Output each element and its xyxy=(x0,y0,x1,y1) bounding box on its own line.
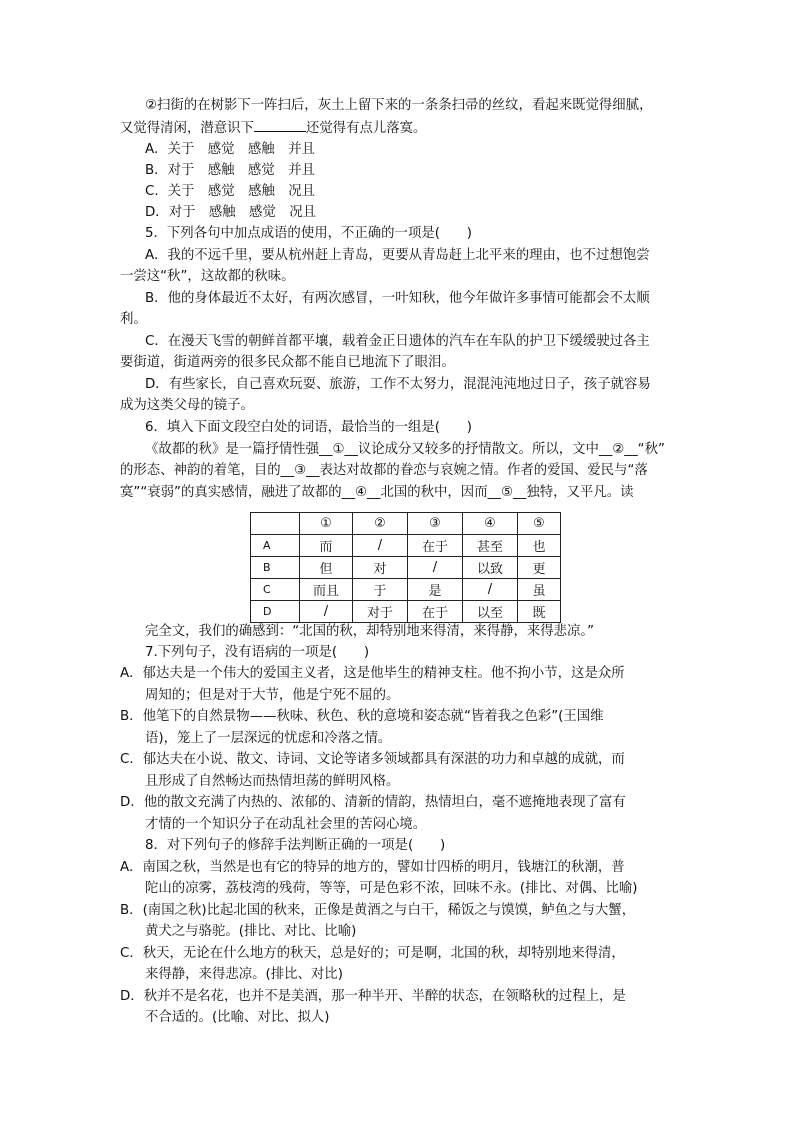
table-cell: 而 xyxy=(300,535,353,557)
option-c: C．关于 感觉 感触 况且 xyxy=(145,184,316,199)
table-cell: 甚至 xyxy=(463,535,518,557)
table-cell: 以致 xyxy=(463,557,518,579)
table-row xyxy=(251,557,561,579)
text-line: 7.下列句子，没有语病的一项是( ) xyxy=(145,645,370,660)
question-6: 6．填入下面文段空白处的词语，最恰当的一组是( ) xyxy=(145,420,472,435)
table-cell: ① xyxy=(300,513,353,535)
table-cell: ⑤ xyxy=(518,513,561,535)
table-row xyxy=(251,535,561,557)
text-line: 8．对下列句子的修辞手法判断正确的一项是( ) xyxy=(145,838,446,853)
blank-underline xyxy=(254,120,306,132)
text-line: D．秋并不是名花，也并不是美酒，那一种半开、半醉的状态，在领略秋的过程上，是 xyxy=(120,989,626,1004)
table-cell: 但 xyxy=(300,557,353,579)
table-cell: / xyxy=(463,579,518,601)
table-cell: A xyxy=(251,535,300,557)
text-line: C．在漫天飞雪的朝鲜首都平壤，载着金正日遗体的汽车在车队的护卫下缓缓驶过各主 xyxy=(145,334,650,349)
option-b: B．对于 感触 感觉 并且 xyxy=(145,163,315,178)
table-row xyxy=(251,579,561,601)
table-cell: 是 xyxy=(408,579,463,601)
question-7: 完全文，我们的确感到：“北国的秋，却特别地来得清，来得静，来得悲凉。” xyxy=(145,624,595,639)
table-cell xyxy=(251,513,300,535)
table-cell: ③ xyxy=(408,513,463,535)
table-cell: 虽 xyxy=(518,579,561,601)
text-line: 周知的；但是对于大节，他是宁死不屈的。 xyxy=(145,688,400,703)
table-cell: ④ xyxy=(463,513,518,535)
text-line: C．秋天，无论在什么地方的秋天，总是好的；可是啊，北国的秋，却特别地来得清， xyxy=(120,946,625,961)
table-cell: 以至 xyxy=(463,601,518,623)
text-segment: 又觉得清闲，潜意识下 xyxy=(120,121,254,136)
table-cell: 于 xyxy=(353,579,408,601)
text-line: B．他笔下的自然景物——秋味、秋色、秋的意境和姿态就“皆着我之色彩”(王国维 xyxy=(120,709,604,724)
table-cell: 在于 xyxy=(408,535,463,557)
table-cell: / xyxy=(300,601,353,623)
option-d: D．对于 感触 感觉 况且 xyxy=(145,205,316,220)
text-line xyxy=(120,120,426,137)
text-line: 的形态、神韵的着笔，目的__③__表达对故都的眷恋与哀婉之情。作者的爱国、爱民与“落 xyxy=(120,463,648,478)
text-line: A．郁达夫是一个伟大的爱国主义者，这是他毕生的精神支柱。他不拘小节，这是众所 xyxy=(120,666,625,681)
text-line: C．郁达夫在小说、散文、诗词、文论等诸多领域都具有深湛的功力和卓越的成就，而 xyxy=(120,752,625,767)
table-cell: C xyxy=(251,579,300,601)
question-5: 5．下列各句中加点成语的使用，不正确的一项是( ) xyxy=(145,226,472,241)
text-segment: 还觉得有点儿落寞。 xyxy=(305,121,427,136)
table-cell: / xyxy=(408,557,463,579)
table-cell: 既 xyxy=(518,601,561,623)
text-line: 一尝这“秋”，这故都的秋味。 xyxy=(120,269,295,284)
table-cell: / xyxy=(353,535,408,557)
table-cell: 而且 xyxy=(300,579,353,601)
text-line: A．南国之秋，当然是也有它的特异的地方的，譬如廿四桥的明月，钱塘江的秋潮，普 xyxy=(120,860,625,875)
text-line: 且形成了自然畅达而热情坦荡的鲜明风格。 xyxy=(145,774,400,789)
table-header-row xyxy=(251,513,561,535)
text-line: B．(南国之秋)比起北国的秋来，正像是黄酒之与白干，稀饭之与馍馍，鲈鱼之与大蟹， xyxy=(120,903,636,918)
text-line: 寞”“衰弱”的真实感情，融进了故都的__④__北国的秋中，因而__⑤__独特，又平凡。读 xyxy=(120,485,634,500)
text-line: 成为这类父母的镜子。 xyxy=(120,398,254,413)
question-9: 不合适的。(比喻、对比、拟人) xyxy=(145,1010,330,1025)
answer-table xyxy=(250,512,561,623)
text-line: B．他的身体最近不太好，有两次感冒，一叶知秋，他今年做许多事情可能都会不太顺 xyxy=(145,291,650,306)
text-line: 语)，笼上了一层深远的忧虑和冷落之情。 xyxy=(145,731,392,746)
text-line: 来得静，来得悲凉。(排比、对比) xyxy=(145,967,343,982)
table-cell: 也 xyxy=(518,535,561,557)
text-line: 黄犬之与骆驼。(排比、对比、比喻) xyxy=(145,924,357,939)
table-row xyxy=(251,601,561,623)
table-cell: 更 xyxy=(518,557,561,579)
text-line: D．有些家长，自己喜欢玩耍、旅游，工作不太努力，混混沌沌地过日子，孩子就容易 xyxy=(145,377,651,392)
table-cell: 对 xyxy=(353,557,408,579)
text-line: D．他的散文充满了内热的、浓郁的、清新的情韵，热情坦白，毫不遮掩地表现了富有 xyxy=(120,795,626,810)
table-cell: ② xyxy=(353,513,408,535)
text-line: 要街道，街道两旁的很多民众都不能自已地流下了眼泪。 xyxy=(120,355,455,370)
text-line: ②扫街的在树影下一阵扫后，灰土上留下来的一条条扫帚的丝纹，看起来既觉得细腻， xyxy=(145,98,653,113)
text-line: 陀山的凉雾，荔枝湾的残荷，等等，可是色彩不浓，回味不永。(排比、对偶、比喻) xyxy=(145,881,638,896)
table-cell: D xyxy=(251,601,300,623)
text-line: 利。 xyxy=(120,312,147,327)
table-cell: 对于 xyxy=(353,601,408,623)
option-a: A．关于 感觉 感触 并且 xyxy=(145,142,315,157)
table-cell: B xyxy=(251,557,300,579)
table-cell: 在于 xyxy=(408,601,463,623)
question-8: 才情的一个知识分子在动乱社会里的苦闷心境。 xyxy=(145,817,427,832)
text-line: A．我的不远千里，要从杭州赶上青岛，更要从青岛赶上北平来的理由，也不过想饱尝 xyxy=(145,248,650,263)
text-line: 《故都的秋》是一篇抒情性强__①__议论成分又较多的抒情散文。所以，文中__②__“秋” xyxy=(145,442,665,457)
